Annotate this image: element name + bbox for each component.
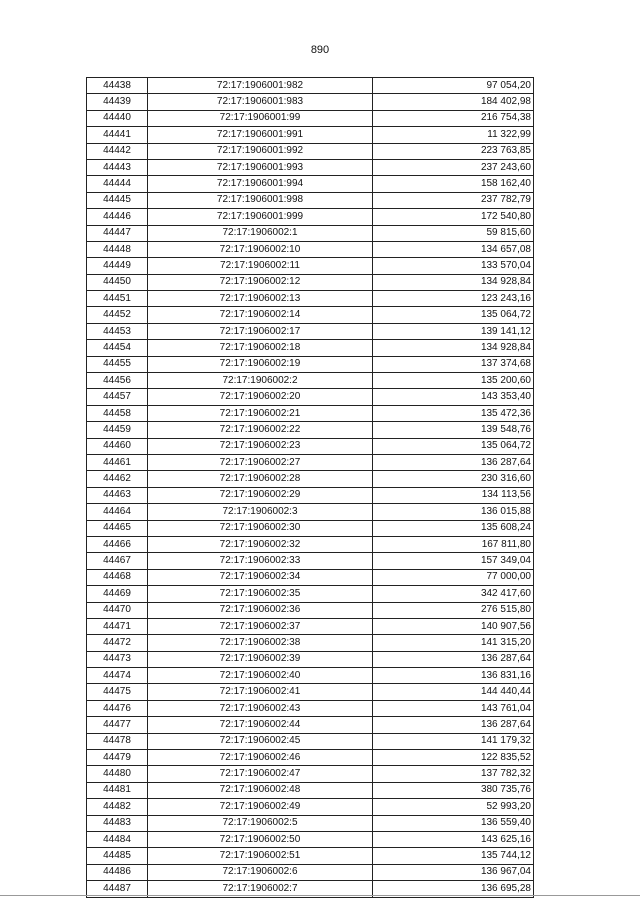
amount-cell: 380 735,76 <box>373 782 534 798</box>
table-row <box>87 487 534 503</box>
row-number-cell: 44446 <box>87 209 148 225</box>
cadastral-number-cell: 72:17:1906002:1 <box>148 225 373 241</box>
amount-cell: 237 782,79 <box>373 192 534 208</box>
row-number-cell: 44469 <box>87 586 148 602</box>
row-number-cell: 44453 <box>87 323 148 339</box>
amount-cell: 135 472,36 <box>373 405 534 421</box>
amount-cell: 141 315,20 <box>373 635 534 651</box>
table-row <box>87 504 534 520</box>
table-row <box>87 750 534 766</box>
amount-cell: 59 815,60 <box>373 225 534 241</box>
cadastral-number-cell: 72:17:1906002:7 <box>148 881 373 897</box>
row-number-cell: 44451 <box>87 291 148 307</box>
amount-cell: 139 548,76 <box>373 422 534 438</box>
amount-cell: 135 064,72 <box>373 307 534 323</box>
table-row <box>87 815 534 831</box>
cadastral-number-cell: 72:17:1906002:30 <box>148 520 373 536</box>
cadastral-number-cell: 72:17:1906001:998 <box>148 192 373 208</box>
cadastral-number-cell: 72:17:1906001:983 <box>148 94 373 110</box>
table-row <box>87 799 534 815</box>
registry-table-body <box>87 78 534 898</box>
row-number-cell: 44478 <box>87 733 148 749</box>
row-number-cell: 44470 <box>87 602 148 618</box>
amount-cell: 167 811,80 <box>373 536 534 552</box>
cadastral-number-cell: 72:17:1906002:43 <box>148 700 373 716</box>
table-row <box>87 323 534 339</box>
amount-cell: 342 417,60 <box>373 586 534 602</box>
amount-cell: 141 179,32 <box>373 733 534 749</box>
cadastral-number-cell: 72:17:1906001:982 <box>148 78 373 94</box>
table-row <box>87 520 534 536</box>
cadastral-number-cell: 72:17:1906002:17 <box>148 323 373 339</box>
amount-cell: 136 559,40 <box>373 815 534 831</box>
cadastral-number-cell: 72:17:1906001:991 <box>148 127 373 143</box>
cadastral-number-cell: 72:17:1906002:10 <box>148 241 373 257</box>
amount-cell: 230 316,60 <box>373 471 534 487</box>
cadastral-number-cell: 72:17:1906002:11 <box>148 258 373 274</box>
table-row <box>87 291 534 307</box>
amount-cell: 97 054,20 <box>373 78 534 94</box>
cadastral-number-cell: 72:17:1906002:47 <box>148 766 373 782</box>
row-number-cell: 44483 <box>87 815 148 831</box>
cadastral-number-cell: 72:17:1906002:6 <box>148 864 373 880</box>
row-number-cell: 44465 <box>87 520 148 536</box>
amount-cell: 137 374,68 <box>373 356 534 372</box>
row-number-cell: 44454 <box>87 340 148 356</box>
row-number-cell: 44468 <box>87 569 148 585</box>
cadastral-number-cell: 72:17:1906001:99 <box>148 110 373 126</box>
amount-cell: 276 515,80 <box>373 602 534 618</box>
row-number-cell: 44486 <box>87 864 148 880</box>
row-number-cell: 44441 <box>87 127 148 143</box>
row-number-cell: 44438 <box>87 78 148 94</box>
row-number-cell: 44458 <box>87 405 148 421</box>
row-number-cell: 44472 <box>87 635 148 651</box>
amount-cell: 134 928,84 <box>373 274 534 290</box>
table-row <box>87 110 534 126</box>
row-number-cell: 44475 <box>87 684 148 700</box>
row-number-cell: 44443 <box>87 159 148 175</box>
amount-cell: 136 015,88 <box>373 504 534 520</box>
amount-cell: 137 782,32 <box>373 766 534 782</box>
cadastral-number-cell: 72:17:1906002:29 <box>148 487 373 503</box>
row-number-cell: 44462 <box>87 471 148 487</box>
table-row <box>87 766 534 782</box>
cadastral-number-cell: 72:17:1906002:20 <box>148 389 373 405</box>
amount-cell: 184 402,98 <box>373 94 534 110</box>
amount-cell: 135 608,24 <box>373 520 534 536</box>
cadastral-number-cell: 72:17:1906002:45 <box>148 733 373 749</box>
amount-cell: 134 928,84 <box>373 340 534 356</box>
table-row <box>87 127 534 143</box>
amount-cell: 172 540,80 <box>373 209 534 225</box>
registry-table <box>86 77 534 898</box>
page-number: 890 <box>310 44 330 56</box>
row-number-cell: 44473 <box>87 651 148 667</box>
amount-cell: 237 243,60 <box>373 159 534 175</box>
row-number-cell: 44480 <box>87 766 148 782</box>
amount-cell: 140 907,56 <box>373 618 534 634</box>
page-bottom-rule <box>0 895 640 896</box>
row-number-cell: 44461 <box>87 454 148 470</box>
row-number-cell: 44440 <box>87 110 148 126</box>
row-number-cell: 44482 <box>87 799 148 815</box>
cadastral-number-cell: 72:17:1906002:22 <box>148 422 373 438</box>
amount-cell: 135 064,72 <box>373 438 534 454</box>
table-row <box>87 159 534 175</box>
table-row <box>87 684 534 700</box>
amount-cell: 136 967,04 <box>373 864 534 880</box>
row-number-cell: 44452 <box>87 307 148 323</box>
cadastral-number-cell: 72:17:1906002:14 <box>148 307 373 323</box>
table-row <box>87 586 534 602</box>
row-number-cell: 44455 <box>87 356 148 372</box>
table-row <box>87 618 534 634</box>
row-number-cell: 44456 <box>87 373 148 389</box>
cadastral-number-cell: 72:17:1906002:49 <box>148 799 373 815</box>
cadastral-number-cell: 72:17:1906002:35 <box>148 586 373 602</box>
row-number-cell: 44481 <box>87 782 148 798</box>
row-number-cell: 44445 <box>87 192 148 208</box>
table-row <box>87 209 534 225</box>
table-row <box>87 454 534 470</box>
cadastral-number-cell: 72:17:1906002:5 <box>148 815 373 831</box>
amount-cell: 136 287,64 <box>373 454 534 470</box>
row-number-cell: 44487 <box>87 881 148 897</box>
cadastral-number-cell: 72:17:1906002:13 <box>148 291 373 307</box>
table-row <box>87 94 534 110</box>
row-number-cell: 44467 <box>87 553 148 569</box>
row-number-cell: 44471 <box>87 618 148 634</box>
table-row <box>87 651 534 667</box>
row-number-cell: 44484 <box>87 831 148 847</box>
cadastral-number-cell: 72:17:1906002:34 <box>148 569 373 585</box>
cadastral-number-cell: 72:17:1906002:28 <box>148 471 373 487</box>
amount-cell: 143 353,40 <box>373 389 534 405</box>
table-row <box>87 471 534 487</box>
amount-cell: 223 763,85 <box>373 143 534 159</box>
amount-cell: 136 695,28 <box>373 881 534 897</box>
cadastral-number-cell: 72:17:1906002:51 <box>148 848 373 864</box>
amount-cell: 157 349,04 <box>373 553 534 569</box>
table-row <box>87 536 534 552</box>
table-row <box>87 405 534 421</box>
table-row <box>87 373 534 389</box>
cadastral-number-cell: 72:17:1906002:18 <box>148 340 373 356</box>
cadastral-number-cell: 72:17:1906002:27 <box>148 454 373 470</box>
table-row <box>87 782 534 798</box>
row-number-cell: 44442 <box>87 143 148 159</box>
cadastral-number-cell: 72:17:1906001:993 <box>148 159 373 175</box>
row-number-cell: 44447 <box>87 225 148 241</box>
amount-cell: 143 761,04 <box>373 700 534 716</box>
table-row <box>87 176 534 192</box>
table-row <box>87 700 534 716</box>
row-number-cell: 44474 <box>87 668 148 684</box>
table-row <box>87 422 534 438</box>
cadastral-number-cell: 72:17:1906001:994 <box>148 176 373 192</box>
table-row <box>87 635 534 651</box>
cadastral-number-cell: 72:17:1906002:37 <box>148 618 373 634</box>
table-row <box>87 225 534 241</box>
cadastral-number-cell: 72:17:1906002:39 <box>148 651 373 667</box>
row-number-cell: 44479 <box>87 750 148 766</box>
amount-cell: 144 440,44 <box>373 684 534 700</box>
table-row <box>87 340 534 356</box>
amount-cell: 77 000,00 <box>373 569 534 585</box>
row-number-cell: 44464 <box>87 504 148 520</box>
amount-cell: 136 831,16 <box>373 668 534 684</box>
table-row <box>87 733 534 749</box>
row-number-cell: 44485 <box>87 848 148 864</box>
table-row <box>87 438 534 454</box>
amount-cell: 11 322,99 <box>373 127 534 143</box>
amount-cell: 135 744,12 <box>373 848 534 864</box>
table-row <box>87 307 534 323</box>
cadastral-number-cell: 72:17:1906002:50 <box>148 831 373 847</box>
amount-cell: 122 835,52 <box>373 750 534 766</box>
amount-cell: 143 625,16 <box>373 831 534 847</box>
amount-cell: 133 570,04 <box>373 258 534 274</box>
cadastral-number-cell: 72:17:1906002:41 <box>148 684 373 700</box>
amount-cell: 136 287,64 <box>373 651 534 667</box>
amount-cell: 158 162,40 <box>373 176 534 192</box>
cadastral-number-cell: 72:17:1906002:23 <box>148 438 373 454</box>
cadastral-number-cell: 72:17:1906002:46 <box>148 750 373 766</box>
row-number-cell: 44466 <box>87 536 148 552</box>
row-number-cell: 44448 <box>87 241 148 257</box>
cadastral-number-cell: 72:17:1906002:19 <box>148 356 373 372</box>
row-number-cell: 44457 <box>87 389 148 405</box>
cadastral-number-cell: 72:17:1906002:3 <box>148 504 373 520</box>
amount-cell: 123 243,16 <box>373 291 534 307</box>
table-row <box>87 356 534 372</box>
amount-cell: 134 113,56 <box>373 487 534 503</box>
cadastral-number-cell: 72:17:1906002:44 <box>148 717 373 733</box>
table-row <box>87 274 534 290</box>
row-number-cell: 44450 <box>87 274 148 290</box>
row-number-cell: 44439 <box>87 94 148 110</box>
cadastral-number-cell: 72:17:1906002:33 <box>148 553 373 569</box>
row-number-cell: 44449 <box>87 258 148 274</box>
cadastral-number-cell: 72:17:1906002:2 <box>148 373 373 389</box>
amount-cell: 134 657,08 <box>373 241 534 257</box>
amount-cell: 52 993,20 <box>373 799 534 815</box>
row-number-cell: 44463 <box>87 487 148 503</box>
amount-cell: 216 754,38 <box>373 110 534 126</box>
amount-cell: 136 287,64 <box>373 717 534 733</box>
row-number-cell: 44460 <box>87 438 148 454</box>
table-row <box>87 602 534 618</box>
amount-cell: 135 200,60 <box>373 373 534 389</box>
row-number-cell: 44476 <box>87 700 148 716</box>
cadastral-number-cell: 72:17:1906002:32 <box>148 536 373 552</box>
table-row <box>87 848 534 864</box>
table-row <box>87 78 534 94</box>
table-row <box>87 553 534 569</box>
table-row <box>87 192 534 208</box>
table-row <box>87 668 534 684</box>
table-row <box>87 864 534 880</box>
cadastral-number-cell: 72:17:1906002:21 <box>148 405 373 421</box>
table-row <box>87 831 534 847</box>
cadastral-number-cell: 72:17:1906001:992 <box>148 143 373 159</box>
cadastral-number-cell: 72:17:1906002:40 <box>148 668 373 684</box>
cadastral-number-cell: 72:17:1906002:12 <box>148 274 373 290</box>
table-row <box>87 241 534 257</box>
row-number-cell: 44459 <box>87 422 148 438</box>
table-row <box>87 389 534 405</box>
cadastral-number-cell: 72:17:1906002:38 <box>148 635 373 651</box>
row-number-cell: 44477 <box>87 717 148 733</box>
table-row <box>87 717 534 733</box>
table-row <box>87 569 534 585</box>
amount-cell: 139 141,12 <box>373 323 534 339</box>
row-number-cell: 44444 <box>87 176 148 192</box>
cadastral-number-cell: 72:17:1906001:999 <box>148 209 373 225</box>
cadastral-number-cell: 72:17:1906002:36 <box>148 602 373 618</box>
table-row <box>87 143 534 159</box>
table-row <box>87 258 534 274</box>
cadastral-number-cell: 72:17:1906002:48 <box>148 782 373 798</box>
